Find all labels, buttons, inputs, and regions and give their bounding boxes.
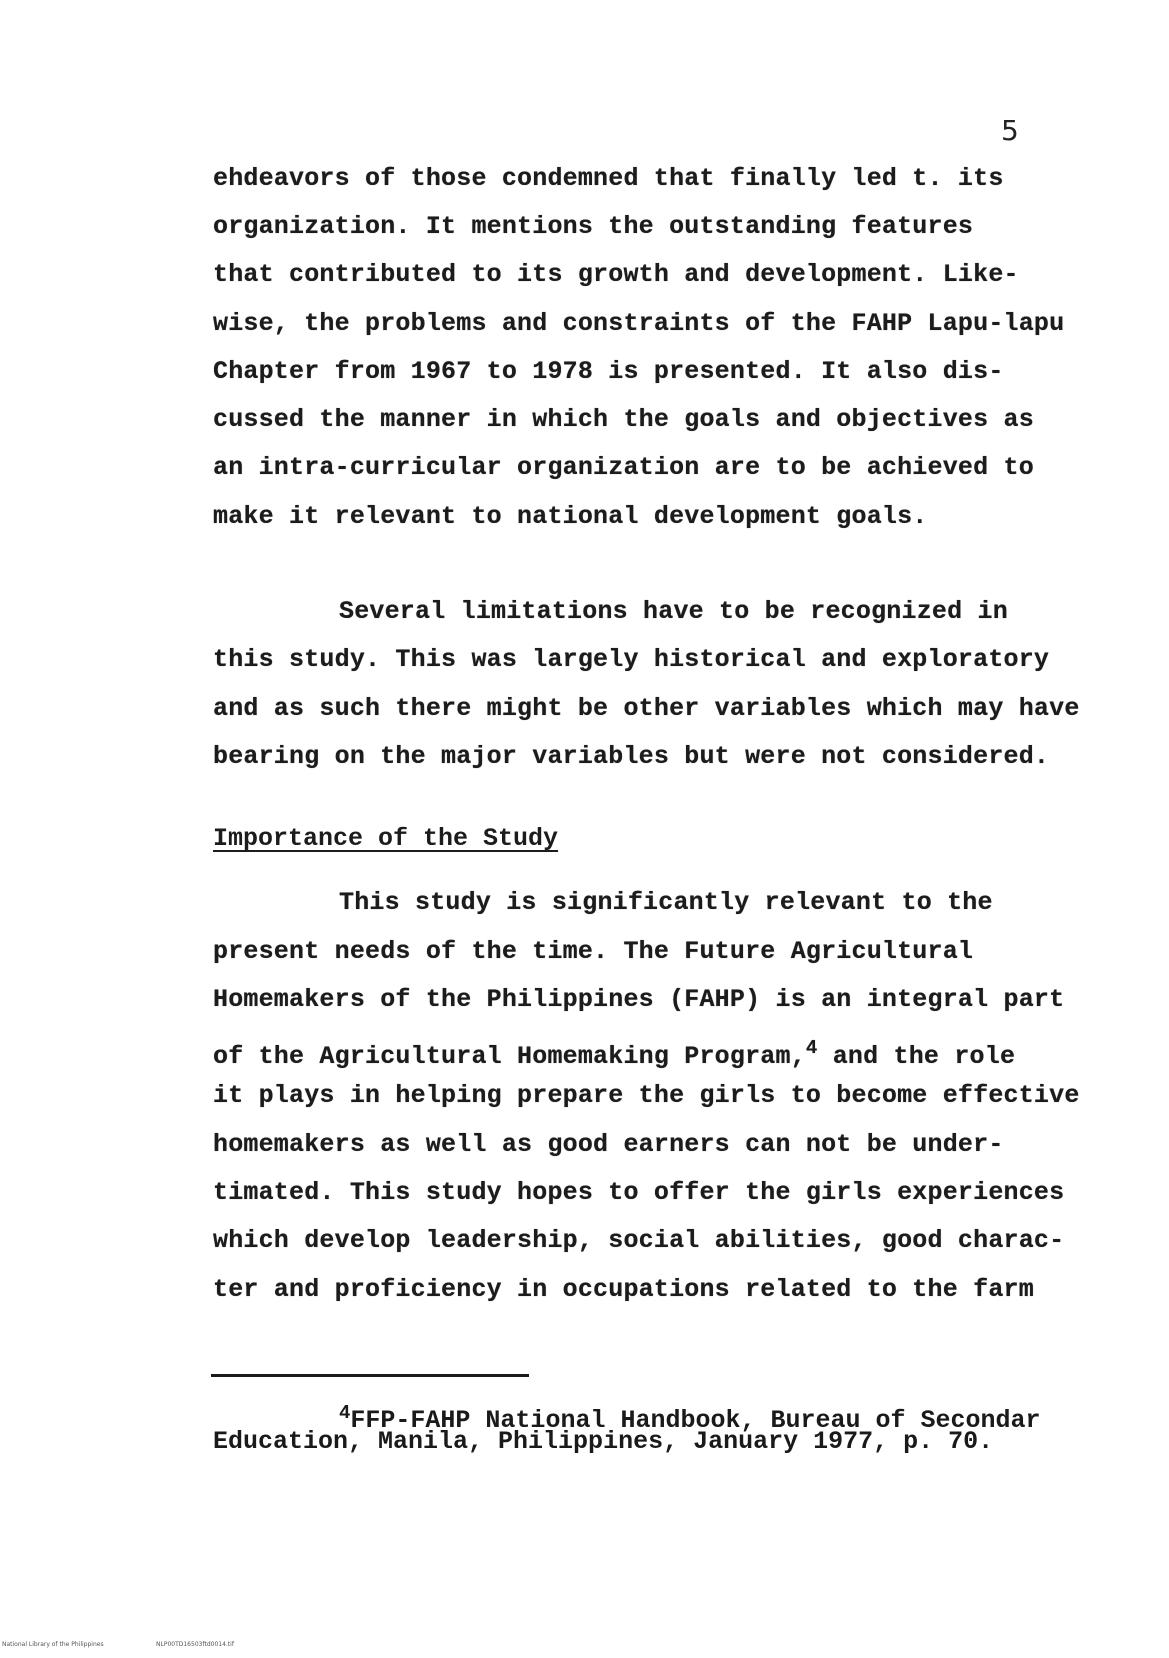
text-line: Several limitations have to be recognized in bbox=[339, 597, 1008, 626]
text-line: cussed the manner in which the goals and objectives as bbox=[213, 405, 1034, 434]
text-line: ehdeavors of those condemned that finally led t. its bbox=[213, 164, 1004, 193]
text-line: wise, the problems and constraints of the FAHP Lapu-lapu bbox=[213, 309, 1065, 338]
text-line: and as such there might be other variables which may have bbox=[213, 694, 1080, 723]
text-line: make it relevant to national development goals. bbox=[213, 502, 928, 531]
scan-stamp-filename: NLP00TD16503ftd0014.tif bbox=[156, 1641, 234, 1648]
text-line: it plays in helping prepare the girls to become effective bbox=[213, 1081, 1080, 1110]
text-segment: and the role bbox=[817, 1042, 1016, 1071]
footnote-reference: 4 bbox=[805, 1037, 818, 1059]
scan-stamp-library: National Library of the Philippines bbox=[2, 1641, 104, 1648]
text-line: organization. It mentions the outstanding features bbox=[213, 212, 974, 241]
text-line: an intra-curricular organization are to be achieved to bbox=[213, 453, 1034, 482]
page-number: 5 bbox=[1001, 114, 1019, 147]
text-line: that contributed to its growth and development. Like- bbox=[213, 260, 1019, 289]
text-line: this study. This was largely historical and exploratory bbox=[213, 645, 1050, 674]
section-heading: Importance of the Study bbox=[213, 824, 559, 853]
text-line: Homemakers of the Philippines (FAHP) is an integral part bbox=[213, 985, 1065, 1014]
footnote-divider bbox=[211, 1374, 529, 1377]
footnote-line: Education, Manila, Philippines, January 1977, p. 70. bbox=[213, 1427, 994, 1456]
text-line: bearing on the major variables but were not considered. bbox=[213, 742, 1050, 771]
footnote-text: FFP-FAHP National Handbook, Bureau of Secondar bbox=[350, 1406, 1041, 1435]
text-line: This study is significantly relevant to the bbox=[339, 888, 993, 917]
text-line: homemakers as well as good earners can not be under- bbox=[213, 1130, 1004, 1159]
text-segment: of the Agricultural Homemaking Program, bbox=[213, 1042, 806, 1071]
text-line: present needs of the time. The Future Agricultural bbox=[213, 937, 974, 966]
text-line: Chapter from 1967 to 1978 is presented. It also dis- bbox=[213, 357, 1004, 386]
text-line: ter and proficiency in occupations related to the farm bbox=[213, 1275, 1034, 1304]
text-line: which develop leadership, social abilities, good charac- bbox=[213, 1226, 1065, 1255]
text-line-with-footnote-ref bbox=[213, 1033, 1015, 1072]
text-line: timated. This study hopes to offer the girls experiences bbox=[213, 1178, 1065, 1207]
footnote-mark: 4 bbox=[339, 1402, 351, 1424]
